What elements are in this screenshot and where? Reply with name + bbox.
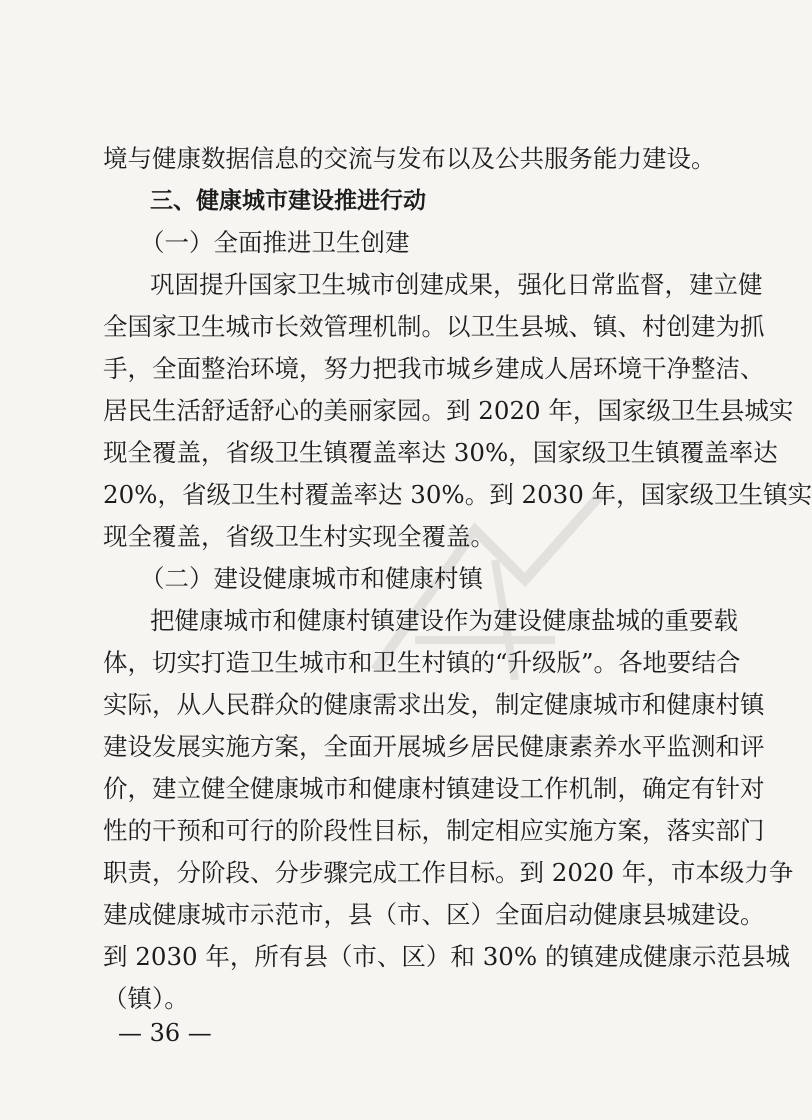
subsection-heading: （一）全面推进卫生创建 [140,228,410,257]
paragraph-line: 到 2030 年，所有县（市、区）和 30% 的镇建成健康示范县城 [103,942,790,971]
paragraph-line: 建设发展实施方案，全面开展城乡居民健康素养水平监测和评 [103,732,765,761]
paragraph-line: 20%，省级卫生村覆盖率达 30%。到 2030 年，国家级卫生镇实 [103,480,812,509]
paragraph-line: 现全覆盖，省级卫生村实现全覆盖。 [103,522,495,551]
paragraph-line: 巩固提升国家卫生城市创建成果，强化日常监督，建立健 [150,270,763,299]
paragraph-line: 把健康城市和健康村镇建设作为建设健康盐城的重要载 [150,606,738,635]
paragraph-line: 居民生活舒适舒心的美丽家园。到 2020 年，国家级卫生县城实 [103,396,794,425]
paragraph-line: 建成健康城市示范市，县（市、区）全面启动健康县城建设。 [103,900,765,929]
paragraph-line: 实际，从人民群众的健康需求出发，制定健康城市和健康村镇 [103,690,765,719]
paragraph-line: 体，切实打造卫生城市和卫生村镇的“升级版”。各地要结合 [103,648,741,677]
paragraph-line: 性的干预和可行的阶段性目标，制定相应实施方案，落实部门 [103,816,765,845]
subsection-heading: （二）建设健康城市和健康村镇 [140,564,483,593]
section-heading: 三、健康城市建设推进行动 [150,188,426,214]
paragraph-line: 现全覆盖，省级卫生镇覆盖率达 30%，国家级卫生镇覆盖率达 [103,438,778,467]
paragraph-line: 全国家卫生城市长效管理机制。以卫生县城、镇、村创建为抓 [103,312,765,341]
paragraph-line: 手，全面整治环境，努力把我市城乡建成人居环境干净整洁、 [103,354,765,383]
page-number: — 36 — [118,1019,212,1047]
paragraph-line: （镇）。 [103,984,189,1013]
paragraph-line: 职责，分阶段、分步骤完成工作目标。到 2020 年，市本级力争 [103,858,794,887]
paragraph-line: 境与健康数据信息的交流与发布以及公共服务能力建设。 [103,144,716,173]
paragraph-line: 价，建立健全健康城市和健康村镇建设工作机制，确定有针对 [103,774,765,803]
